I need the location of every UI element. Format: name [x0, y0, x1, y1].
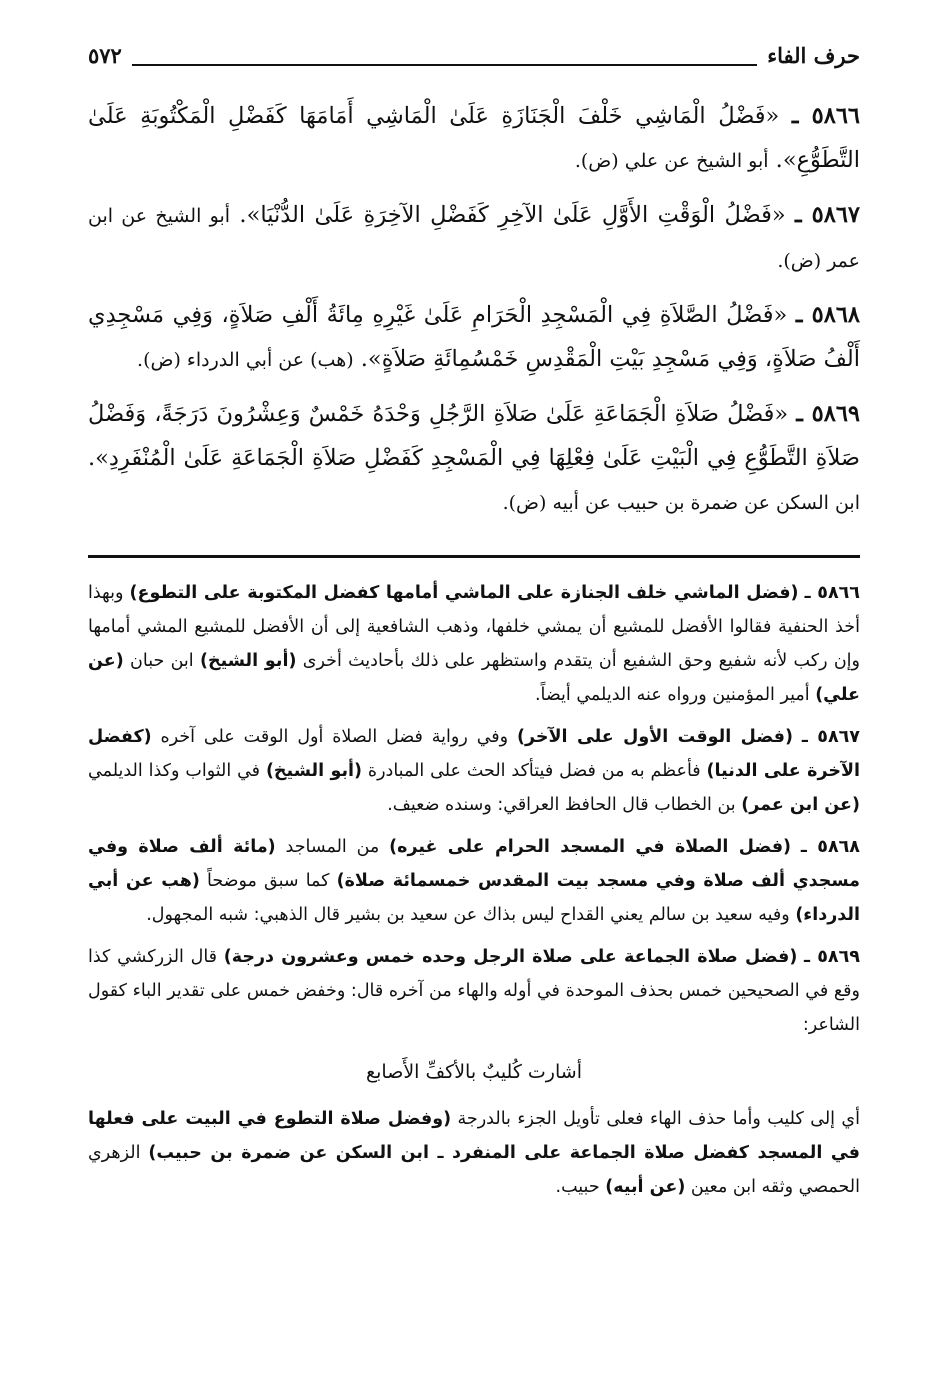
footnote-divider [88, 555, 860, 558]
header-rule [88, 64, 860, 66]
note-text: وفيه سعيد بن سالم يعني القداح ليس بذاك عن سعيد بن بشير قال الذهبي: شبه المجهول. [146, 905, 796, 925]
note-text: حبيب. [555, 1177, 606, 1197]
hadith-number: ٥٨٦٩ ـ [796, 401, 860, 427]
note-quote: (عن ابن عمر) [741, 795, 860, 815]
hadith-number: ٥٨٦٦ ـ [791, 103, 860, 129]
note-number: ٥٨٦٦ ـ [804, 583, 860, 603]
hadith-text: «فَضْلُ الْمَاشِي خَلْفَ الْجَنَازَةِ عَلَىٰ الْمَاشِي أَمَامَهَا كَفَضْلِ الْمَكْتُوبَةِ عَلَىٰ التَّطَوُّعِ». [88, 103, 860, 173]
hadith-source: أبو الشيخ عن ابن عمر (ض). [88, 205, 860, 272]
note-text: من المساجد [275, 837, 390, 857]
note-quote: (مائة ألف صلاة وفي مسجدي ألف صلاة وفي مسجد بيت المقدس خمسمائة صلاة) [88, 837, 860, 891]
commentary-section [88, 576, 860, 1204]
hadith-number: ٥٨٦٨ ـ [795, 302, 860, 328]
commentary-note [88, 830, 860, 932]
note-quote: (عن علي) [88, 651, 860, 705]
hadith-source: (هب) عن أبي الدرداء (ض). [137, 349, 354, 371]
note-quote: (وفضل صلاة التطوع في البيت على فعلها في المسجد كفضل صلاة الجماعة على المنفرد ـ ابن السكن عن ضمرة بن حبيب) [88, 1109, 860, 1163]
hadith-text: «فَضْلُ الصَّلاَةِ فِي الْمَسْجِدِ الْحَرَامِ عَلَىٰ غَيْرِهِ مِائَةُ أَلْفِ صَلاَةٍ، وَفِي مَسْجِدِي أَلْفُ صَلاَةٍ، وَفِي مَسْجِدِ بَيْتِ الْمَقْدِسِ خَمْسُمِائَةِ صَلاَةٍ». [88, 302, 860, 372]
note-quote: (فضل الوقت الأول على الآخر) [517, 727, 793, 747]
chapter-title: حرف الفاء [757, 43, 860, 68]
hadith-entry [88, 293, 860, 382]
note-quote: (هب عن أبي الدرداء) [88, 871, 860, 925]
hadith-text: «فَضْلُ صَلاَةِ الْجَمَاعَةِ عَلَىٰ صَلاَةِ الرَّجُلِ وَحْدَهُ خَمْسٌ وَعِشْرُونَ دَرَجَةً، وَفَضْلُ صَلاَةِ التَّطَوُّعِ فِي الْبَيْتِ عَلَىٰ فِعْلِهَا فِي الْمَسْجِدِ كَفَضْلِ صَلاَةِ الْجَمَاعَةِ عَلَىٰ الْمُنْفَرِدِ». [88, 401, 860, 471]
note-text: وفي رواية فضل الصلاة أول الوقت على آخره [151, 727, 517, 747]
hadith-source: ابن السكن عن ضمرة بن حبيب عن أبيه (ض). [502, 492, 860, 514]
note-text: فأعظم به من فضل فيتأكد الحث على المبادرة [362, 761, 707, 781]
hadith-source: أبو الشيخ عن علي (ض). [574, 150, 769, 172]
note-quote: (عن أبيه) [605, 1177, 686, 1197]
note-text: قال الزركشي كذا وقع في الصحيحين خمس بحذف الموحدة في أوله والهاء من آخره قال: وخفض خمس على تقدير الباء كقول الشاعر: [88, 947, 860, 1035]
note-number: ٥٨٦٧ ـ [801, 727, 860, 747]
hadith-entry [88, 392, 860, 525]
hadith-entry [88, 193, 860, 283]
note-quote: (فضل صلاة الجماعة على صلاة الرجل وحده خمس وعشرون درجة) [223, 947, 798, 967]
note-text: في الثواب وكذا الديلمي [88, 761, 266, 781]
page-number: ٥٧٢ [88, 43, 132, 68]
note-quote: (كفضل الآخرة على الدنيا) [88, 727, 860, 781]
note-text: أي إلى كليب وأما حذف الهاء فعلى تأويل الجزء بالدرجة [451, 1109, 860, 1129]
commentary-note [88, 720, 860, 822]
note-quote: (فضل الماشي خلف الجنازة على الماشي أمامها كفضل المكتوبة على التطوع) [129, 583, 799, 603]
hadith-entry [88, 94, 860, 183]
hadith-number: ٥٨٦٧ ـ [795, 202, 861, 228]
note-quote: (فضل الصلاة في المسجد الحرام على غيره) [389, 837, 792, 857]
poetry-verse: أشارت كُليبٌ بالأكفِّ الأَصابع [366, 1061, 582, 1083]
note-quote: (أبو الشيخ) [265, 761, 363, 781]
book-page [88, 38, 860, 1338]
page-header [88, 38, 860, 72]
note-text: ابن حبان [123, 651, 200, 671]
hadith-section [88, 94, 860, 525]
note-text: وبهذا أخذ الحنفية فقالوا الأفضل للمشيع أن يمشي خلفها، وذهب الشافعية إلى أن الأفضل للمشيع المشي أمامها وإن ركب لأنه شفيع وحق الشفيع أن يتقدم واستظهر على ذلك بأحاديث أخرى [88, 583, 860, 671]
commentary-note [88, 940, 860, 1042]
note-number: ٥٨٦٩ ـ [804, 947, 860, 967]
commentary-note [88, 1102, 860, 1204]
note-text: أمير المؤمنين ورواه عنه الديلمي أيضاً. [534, 685, 816, 705]
hadith-text: «فَضْلُ الْوَقْتِ الأَوَّلِ عَلَىٰ الآخِرِ كَفَضْلِ الآخِرَةِ عَلَىٰ الدُّنْيَا». [239, 202, 786, 228]
note-quote: (أبو الشيخ) [199, 651, 297, 671]
commentary-note [88, 576, 860, 712]
note-text: كما سبق موضحاً [199, 871, 337, 891]
note-text: الزهري الحمصي وثقه ابن معين [88, 1143, 860, 1197]
note-number: ٥٨٦٨ ـ [800, 837, 860, 857]
note-text: بن الخطاب قال الحافظ العراقي: وسنده ضعيف. [387, 795, 742, 815]
